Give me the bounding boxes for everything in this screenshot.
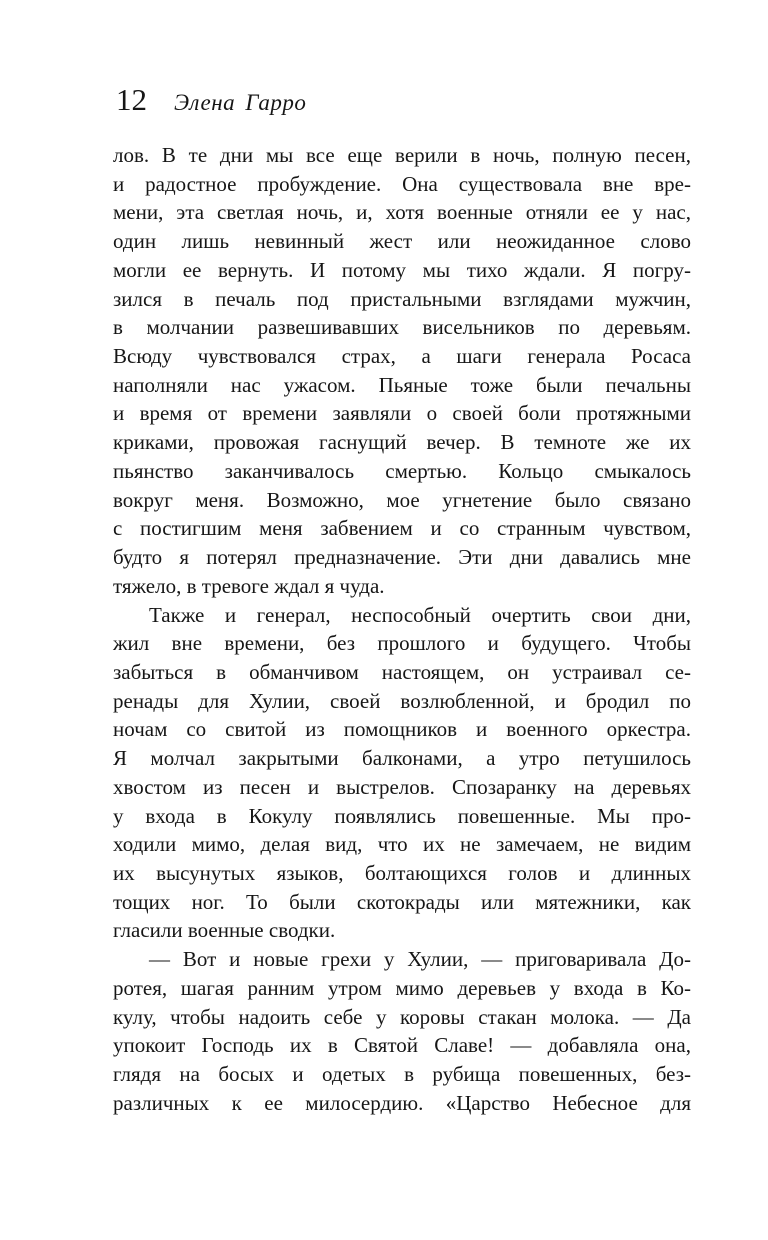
text-line: вокруг меня. Возможно, мое угнетение было связано [113,487,691,512]
text-line: наполняли нас ужасом. Пьяные тоже были печальны [113,372,691,397]
text-line: зился в печаль под пристальными взглядами мужчин, [113,286,691,311]
text-line: тощих ног. То были скотокрады или мятежники, как [113,889,691,914]
text-line: их высунутых языков, болтающихся голов и длинных [113,860,691,885]
text-line: один лишь невинный жест или неожиданное слово [113,229,691,254]
text-line: Я молчал закрытыми балконами, а утро петушилось [113,746,691,771]
text-line: — Вот и новые грехи у Хулии, — приговаривала До- [149,947,691,972]
text-line: различных к ее милосердию. «Царство Небесное для [113,1090,691,1115]
running-header [116,84,306,115]
text-line: пьянство заканчивалось смертью. Кольцо смыкалось [113,458,691,483]
text-line: Всюду чувствовался страх, а шаги генерала Росаса [113,344,691,369]
text-line: ротея, шагая ранним утром мимо деревьев у входа в Ко- [113,975,691,1000]
text-line: Также и генерал, неспособный очертить свои дни, [149,602,691,627]
page-number: 12 [116,82,147,117]
text-line: ходили мимо, делая вид, что их не замечаем, не видим [113,832,691,857]
text-line: ночам со свитой из помощников и военного оркестра. [113,717,691,742]
text-line: тяжело, в тревоге ждал я чуда. [113,573,385,598]
text-line: кулу, чтобы надоить себе у коровы стакан молока. — Да [113,1004,691,1029]
text-line: могли ее вернуть. И потому мы тихо ждали. Я погру- [113,257,691,282]
text-line: упокоит Господь их в Святой Славе! — добавляла она, [113,1033,691,1058]
text-line: будто я потерял предназначение. Эти дни давались мне [113,545,691,570]
text-line: глядя на босых и одетых в рубища повешенных, без- [113,1062,691,1086]
text-line: хвостом из песен и выстрелов. Спозаранку на деревьях [113,774,691,799]
text-line: ренады для Хулии, своей возлюбленной, и бродил по [113,688,691,713]
text-line: забыться в обманчивом настоящем, он устраивал се- [113,659,691,684]
text-line: и радостное пробуждение. Она существовала вне вре- [113,171,691,196]
text-line: криками, провожая гаснущий вечер. В темноте же их [113,430,691,455]
text-line: мени, эта светлая ночь, и, хотя военные отняли ее у нас, [113,200,691,225]
text-line: и время от времени заявляли о своей боли протяжными [113,401,691,426]
text-line: с постигшим меня забвением и со странным чувством, [113,516,691,541]
body-text [113,141,691,1117]
text-line: у входа в Кокулу появлялись повешенные. Мы про- [113,803,691,828]
text-line: лов. В те дни мы все еще верили в ночь, полную песен, [113,143,691,167]
text-line: в молчании развешивавших висельников по деревьям. [113,315,691,340]
text-line: жил вне времени, без прошлого и будущего. Чтобы [113,631,691,656]
text-line: гласили военные сводки. [113,918,336,943]
running-title: Элена Гарро [174,90,307,115]
